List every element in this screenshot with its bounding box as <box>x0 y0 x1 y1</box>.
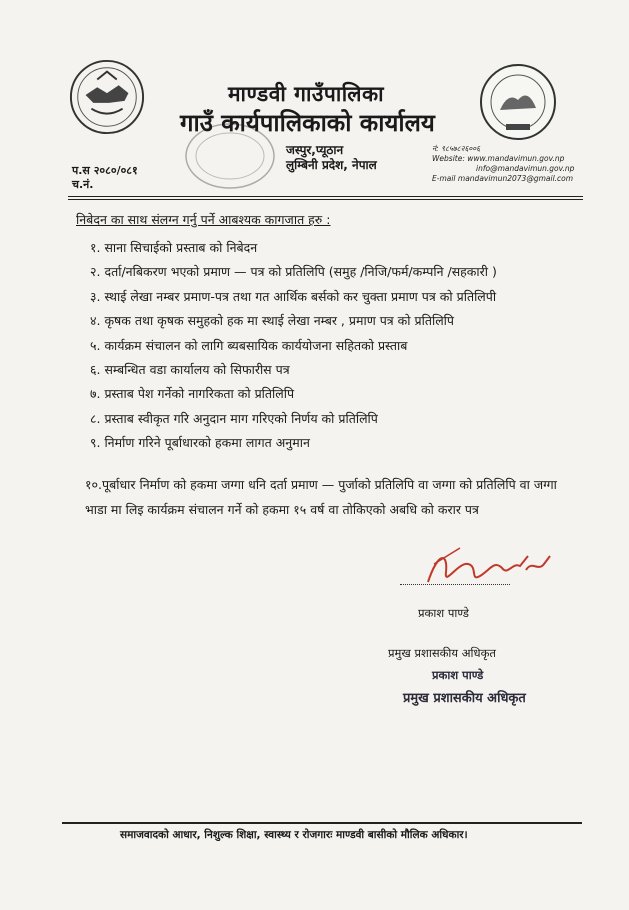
letter-number: प.स २०८०/०८१ <box>72 164 138 177</box>
list-item: ४. कृषक तथा कृषक समुहको हक मा स्थाई लेखा नम्बर , प्रमाण पत्र को प्रतिलिपि <box>90 313 455 329</box>
handwritten-signature <box>408 542 558 597</box>
signatory-name: प्रकाश पाण्डे <box>418 606 469 620</box>
email-line-1: info@mandavimun.gov.np <box>476 164 575 173</box>
website-text: Website: www.mandavimun.gov.np <box>432 154 565 163</box>
signatory-title: प्रमुख प्रशासकीय अधिकृत <box>388 646 496 660</box>
document-list <box>90 238 497 458</box>
list-item: ७. प्रस्ताब पेश गर्नेको नागरिकता को प्रतिलिपि <box>90 386 295 402</box>
reference-block <box>72 164 138 192</box>
header-divider <box>68 196 583 197</box>
header-divider-2 <box>68 199 583 200</box>
list-item: ८. प्रस्ताब स्वीकृत गरि अनुदान माग गरिएको निर्णय को प्रतिलिपि <box>90 410 378 426</box>
footer-slogan: समाजवादको आधार, निशुल्क शिक्षा, स्वास्थ्य र रोजगारः माण्डवी बासीको मौलिक अधिकार। <box>120 829 468 841</box>
list-item: १. साना सिचाईको प्रस्ताब को निबेदन <box>90 240 258 255</box>
footer-divider <box>62 822 582 824</box>
office-name: गाउँ कार्यपालिकाको कार्यालय <box>180 109 435 137</box>
list-item: ९. निर्माण गरिने पूर्बाधारको हकमा लागत अनुमान <box>90 435 310 451</box>
municipality-name: माण्डवी गाउँपालिका <box>228 82 385 106</box>
municipality-seal-logo <box>478 62 558 142</box>
land-document-paragraph: १०.पूर्बाधार निर्माण को हकमा जग्गा धनि दर्ता प्रमाण — पुर्जाको प्रतिलिपि वा जग्गा को प्रतिलिपि वा जग्गा भाडा मा लिइ कार्यक्रम संचालन गर्ने को हकमा १५ वर्ष वा तोकिएको अबधि को करार पत्र <box>85 477 557 517</box>
signature-line <box>400 584 510 585</box>
list-item: ५. कार्यक्रम संचालन को लागि ब्यबसायिक कार्ययोजना सहितको प्रस्ताब <box>90 337 408 353</box>
dispatch-number: च.नं. <box>72 178 94 191</box>
province-name: लुम्बिनी प्रदेश, नेपाल <box>286 158 377 172</box>
email-line-2: E-mail mandavimun2073@gmail.com <box>432 174 574 183</box>
stamp-signatory-title: प्रमुख प्रशासकीय अधिकृत <box>403 691 526 706</box>
list-item: ३. स्थाई लेखा नम्बर प्रमाण-पत्र तथा गत आर्थिक बर्सको कर चुक्ता प्रमाण पत्र को प्रतिलिपी <box>90 288 497 304</box>
office-address: जस्पुर,प्यूठान <box>286 143 344 157</box>
contact-block <box>432 144 574 184</box>
list-item: ६. सम्बन्धित वडा कार्यालय को सिफारीस पत्र <box>90 361 290 377</box>
nepal-emblem-logo <box>68 58 146 136</box>
list-item: २. दर्ता/नबिकरण भएको प्रमाण — पत्र को प्रतिलिपि (समुह /निजि/फर्म/कम्पनि /सहकारी ) <box>90 264 497 280</box>
phone-number: नं: ९८५७८२६००६ <box>432 144 481 153</box>
document-heading: निबेदन का साथ संलग्न गर्नु पर्ने आबश्यक कागजात हरु : <box>76 212 331 227</box>
stamp-signatory-name: प्रकाश पाण्डे <box>432 668 484 682</box>
